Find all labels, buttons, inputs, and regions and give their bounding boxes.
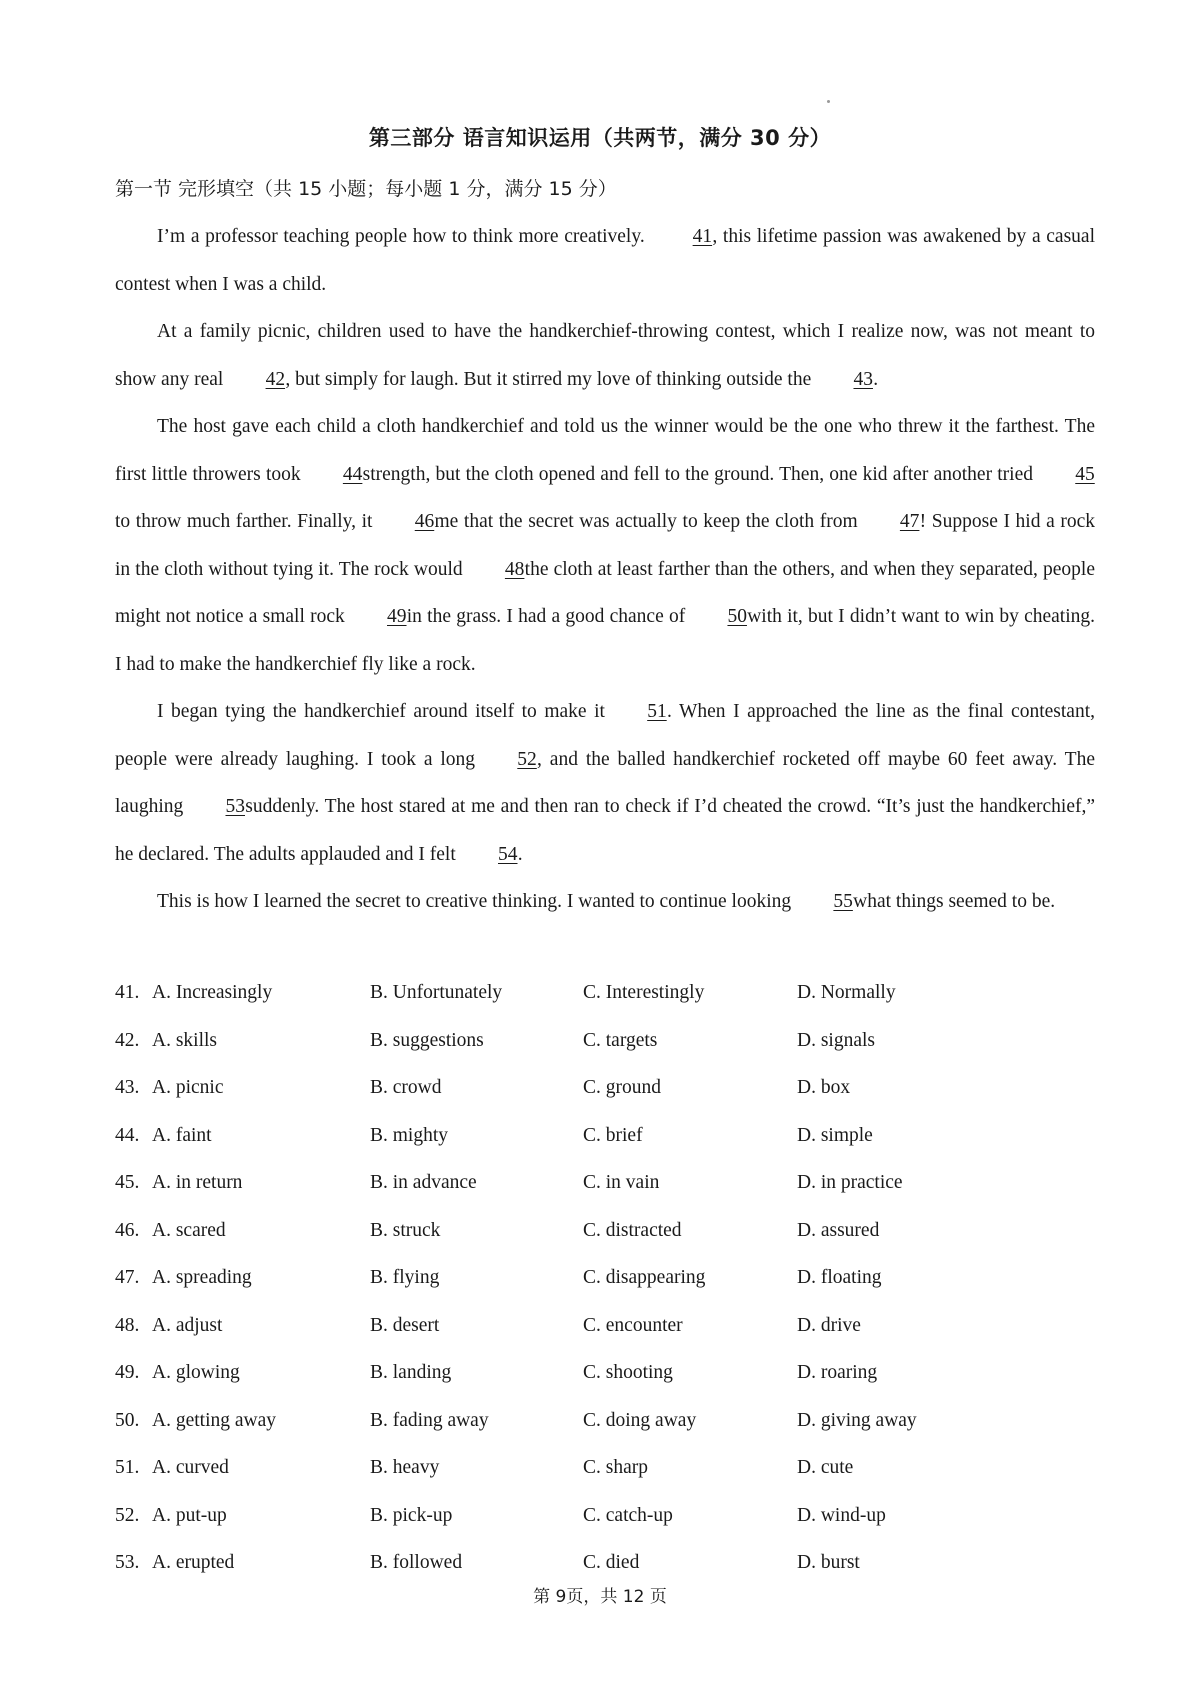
blank-50: 50: [727, 606, 747, 627]
blank-41: 41: [692, 226, 713, 247]
option-row: [115, 1159, 1015, 1207]
passage-text: I began tying the handkerchief around itself to make it: [157, 701, 605, 722]
passage-text: At a family picnic, children used to have the handkerchief-throwing contest, which I realize now, was not meant to show any real: [115, 321, 1095, 390]
question-number: 49.: [115, 1362, 140, 1383]
option-b: B. pick-up: [370, 1504, 453, 1526]
option-d: D. burst: [797, 1552, 860, 1573]
question-number: 41.: [115, 982, 140, 1003]
question-number: 43.: [115, 1077, 140, 1098]
option-a: A. scared: [152, 1219, 226, 1241]
option-c: C. brief: [583, 1124, 643, 1146]
option-d: D. assured: [797, 1219, 880, 1241]
option-row: [115, 1302, 1015, 1350]
option-row: [115, 1112, 1015, 1160]
option-c: C. in vain: [583, 1172, 660, 1193]
option-d: D. wind-up: [797, 1504, 886, 1526]
blank-55: 55: [833, 891, 853, 912]
blank-44: 44: [342, 463, 363, 485]
option-d: D. signals: [797, 1029, 875, 1051]
blank-52: 52: [517, 748, 537, 770]
passage-text: to throw much farther. Finally, it: [115, 511, 373, 532]
blank-54: 54: [498, 843, 518, 865]
paragraph-5: [115, 878, 1095, 926]
blank-42: 42: [265, 368, 286, 390]
option-d: D. Normally: [797, 982, 896, 1003]
paragraph-2: [115, 308, 1095, 403]
blank-43: 43: [853, 368, 873, 390]
option-a: A. erupted: [152, 1552, 235, 1573]
blank-53: 53: [225, 796, 245, 817]
option-row: [115, 1539, 1015, 1587]
option-a: A. spreading: [152, 1267, 252, 1288]
option-b: B. flying: [370, 1267, 440, 1288]
paragraph-1: [115, 213, 1095, 308]
option-b: B. crowd: [370, 1077, 442, 1098]
blank-49: 49: [387, 606, 407, 627]
option-d: D. drive: [797, 1314, 861, 1336]
option-row: [115, 1492, 1015, 1540]
option-row: [115, 1207, 1015, 1255]
paragraph-4: [115, 688, 1095, 878]
passage-text: , this lifetime passion was awakened by a casual contest when I was a child.: [115, 226, 1095, 295]
option-d: D. in practice: [797, 1172, 903, 1193]
cloze-passage: [115, 213, 1095, 926]
blank-48: 48: [504, 558, 525, 580]
option-b: B. fading away: [370, 1409, 489, 1431]
paragraph-3: [115, 403, 1095, 688]
option-b: B. suggestions: [370, 1029, 484, 1051]
option-c: C. doing away: [583, 1409, 697, 1431]
option-a: A. curved: [152, 1457, 229, 1478]
blank-45: 45: [1075, 463, 1095, 485]
question-number: 47.: [115, 1267, 140, 1288]
option-a: A. Increasingly: [152, 982, 273, 1003]
passage-text: in the grass. I had a good chance of: [406, 606, 686, 627]
answer-options: [115, 969, 1015, 1587]
question-number: 52.: [115, 1504, 140, 1526]
passage-text: .: [873, 368, 879, 390]
question-number: 44.: [115, 1124, 140, 1146]
blank-47: 47: [899, 511, 920, 532]
passage-text: with it, but I didn’t want to win by cheating. I had to make the handkerchief fly like a rock.: [115, 606, 1096, 675]
question-number: 48.: [115, 1314, 140, 1336]
passage-text: . When I approached the line as the final contestant, people were already laughing. I took a long: [115, 701, 1095, 770]
question-number: 42.: [115, 1029, 140, 1051]
option-b: B. landing: [370, 1362, 452, 1383]
option-a: A. picnic: [152, 1077, 224, 1098]
option-c: C. shooting: [583, 1362, 673, 1383]
passage-text: .: [517, 843, 523, 865]
passage-text: , but simply for laugh. But it stirred my love of thinking outside the: [285, 368, 812, 390]
blank-46: 46: [414, 511, 435, 532]
question-number: 46.: [115, 1219, 140, 1241]
option-c: C. encounter: [583, 1314, 683, 1336]
passage-text: strength, but the cloth opened and fell to the ground. Then, one kid after another tried: [362, 463, 1033, 485]
option-c: C. distracted: [583, 1219, 682, 1241]
option-d: D. giving away: [797, 1409, 917, 1431]
option-c: C. disappearing: [583, 1267, 706, 1288]
part-title: 第三部分 语言知识运用（共两节，满分 30 分）: [368, 126, 832, 150]
option-d: D. box: [797, 1077, 851, 1098]
section-title: 第一节 完形填空（共 15 小题；每小题 1 分，满分 15 分）: [115, 178, 617, 200]
option-c: C. ground: [583, 1077, 661, 1098]
passage-text: what things seemed to be.: [853, 891, 1056, 912]
option-a: A. skills: [152, 1029, 218, 1051]
passage-text: me that the secret was actually to keep the cloth from: [434, 511, 858, 532]
blank-51: 51: [647, 701, 667, 722]
question-number: 51.: [115, 1457, 140, 1478]
option-a: A. put-up: [152, 1504, 227, 1526]
question-number: 53.: [115, 1552, 140, 1573]
option-a: A. glowing: [152, 1362, 240, 1383]
option-b: B. desert: [370, 1314, 440, 1336]
option-row: [115, 969, 1015, 1017]
passage-text: , and the balled handkerchief rocketed off maybe 60 feet away. The laughing: [115, 748, 1095, 817]
option-b: B. in advance: [370, 1172, 477, 1193]
option-b: B. followed: [370, 1552, 463, 1573]
option-row: [115, 1444, 1015, 1492]
page-footer: 第 9页，共 12 页: [533, 1587, 667, 1607]
passage-text: This is how I learned the secret to creative thinking. I wanted to continue looking: [157, 891, 792, 912]
option-d: D. floating: [797, 1267, 882, 1288]
passage-text: The host gave each child a cloth handkerchief and told us the winner would be the one who threw it the farthest. The first little throwers took: [115, 416, 1095, 485]
option-c: C. targets: [583, 1029, 658, 1051]
option-row: [115, 1397, 1015, 1445]
passage-text: suddenly. The host stared at me and then ran to check if I’d cheated the crowd. “It’s just the handkerchief,” he declared. The adults applauded and I felt: [115, 796, 1095, 865]
option-b: B. struck: [370, 1219, 441, 1241]
option-a: A. faint: [152, 1124, 212, 1146]
option-d: D. roaring: [797, 1362, 878, 1383]
option-c: C. died: [583, 1552, 640, 1573]
option-row: [115, 1349, 1015, 1397]
option-b: B. mighty: [370, 1124, 449, 1146]
option-c: C. Interestingly: [583, 982, 705, 1003]
option-row: [115, 1254, 1015, 1302]
option-b: B. heavy: [370, 1457, 440, 1478]
passage-text: the cloth at least farther than the others, and when they separated, people might not notice a small rock: [115, 558, 1095, 627]
question-number: 45.: [115, 1172, 140, 1193]
option-d: D. cute: [797, 1457, 854, 1478]
option-a: A. getting away: [152, 1409, 277, 1431]
option-a: A. in return: [152, 1172, 243, 1193]
option-a: A. adjust: [152, 1314, 223, 1336]
passage-text: ! Suppose I hid a rock in the cloth without tying it. The rock would: [115, 511, 1095, 580]
option-c: C. catch-up: [583, 1504, 673, 1526]
passage-text: I’m a professor teaching people how to think more creatively.: [157, 226, 651, 247]
scan-dot: [827, 100, 830, 103]
option-b: B. Unfortunately: [370, 982, 503, 1003]
option-d: D. simple: [797, 1124, 873, 1146]
option-row: [115, 1017, 1015, 1065]
option-c: C. sharp: [583, 1457, 648, 1478]
question-number: 50.: [115, 1409, 140, 1431]
option-row: [115, 1064, 1015, 1112]
